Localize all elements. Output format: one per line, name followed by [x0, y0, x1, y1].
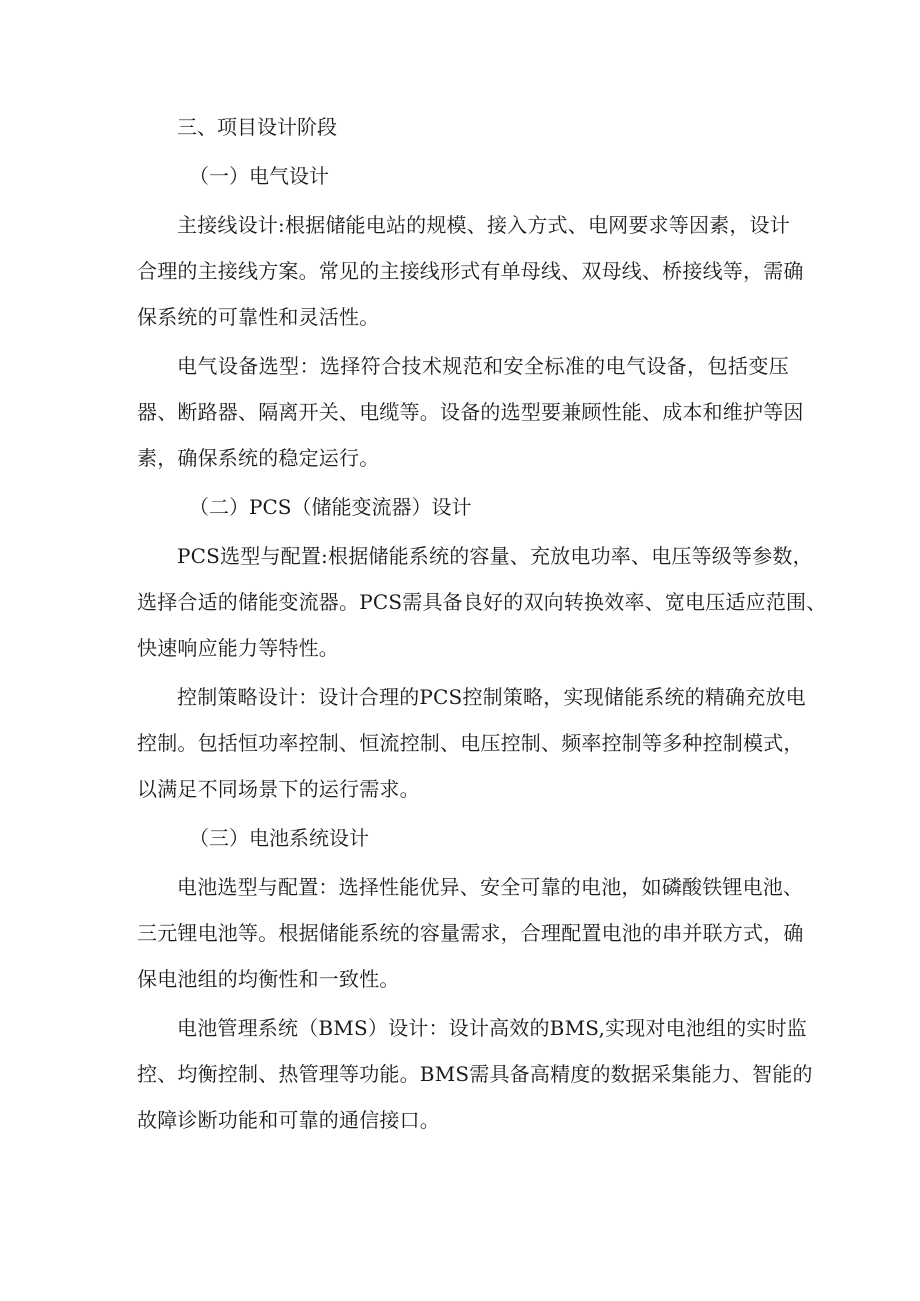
paragraph-main-wiring [137, 210, 804, 332]
paragraph-line: 控制。包括恒功率控制、恒流控制、电压控制、频率控制等多种控制模式， [137, 731, 804, 755]
paragraph-line: 控、均衡控制、热管理等功能。BMS需具备高精度的数据采集能力、智能的 [137, 1062, 813, 1086]
paragraph-line: 保系统的可靠性和灵活性。 [137, 305, 380, 329]
paragraph-line: 电池选型与配置：选择性能优异、安全可靠的电池，如磷酸铁锂电池、 [177, 875, 804, 899]
paragraph-line: 器、断路器、隔离开关、电缆等。设备的选型要兼顾性能、成本和维护等因 [137, 400, 804, 424]
paragraph-control-strategy [137, 682, 806, 804]
paragraph-line: 电池管理系统（BMS）设计：设计高效的BMS,实现对电池组的实时监 [177, 1016, 807, 1040]
subsection-title-battery: （三）电池系统设计 [189, 826, 369, 850]
paragraph-line: 故障诊断功能和可靠的通信接口。 [137, 1108, 440, 1132]
paragraph-line: 三元锂电池等。根据储能系统的容量需求，合理配置电池的串并联方式，确 [137, 921, 804, 945]
paragraph-line: 合理的主接线方案。常见的主接线形式有单母线、双母线、桥接线等，需确 [137, 259, 804, 283]
paragraph-bms-design [137, 1013, 813, 1135]
paragraph-line: 控制策略设计：设计合理的PCS控制策略，实现储能系统的精确充放电 [177, 685, 806, 709]
paragraph-equipment-selection [137, 351, 804, 473]
paragraph-pcs-selection [137, 541, 827, 663]
document-body [137, 112, 827, 1154]
paragraph-line: 快速响应能力等特性。 [137, 636, 339, 660]
paragraph-line: 主接线设计:根据储能电站的规模、接入方式、电网要求等因素，设计 [177, 213, 790, 237]
subsection-title-electrical: （一）电气设计 [189, 164, 329, 188]
paragraph-battery-selection [137, 872, 804, 994]
paragraph-line: 电气设备选型：选择符合技术规范和安全标准的电气设备，包括变压 [177, 354, 789, 378]
paragraph-line: 选择合适的储能变流器。PCS需具备良好的双向转换效率、宽电压适应范围、 [137, 590, 827, 614]
paragraph-line: PCS选型与配置:根据储能系统的容量、充放电功率、电压等级等参数， [177, 544, 813, 568]
paragraph-line: 以满足不同场景下的运行需求。 [137, 777, 420, 801]
paragraph-line: 保电池组的均衡性和一致性。 [137, 967, 400, 991]
subsection-title-pcs: （二）PCS（储能变流器）设计 [189, 495, 472, 519]
section-title: 三、项目设计阶段 [177, 115, 337, 139]
paragraph-line: 素，确保系统的稳定运行。 [137, 446, 380, 470]
